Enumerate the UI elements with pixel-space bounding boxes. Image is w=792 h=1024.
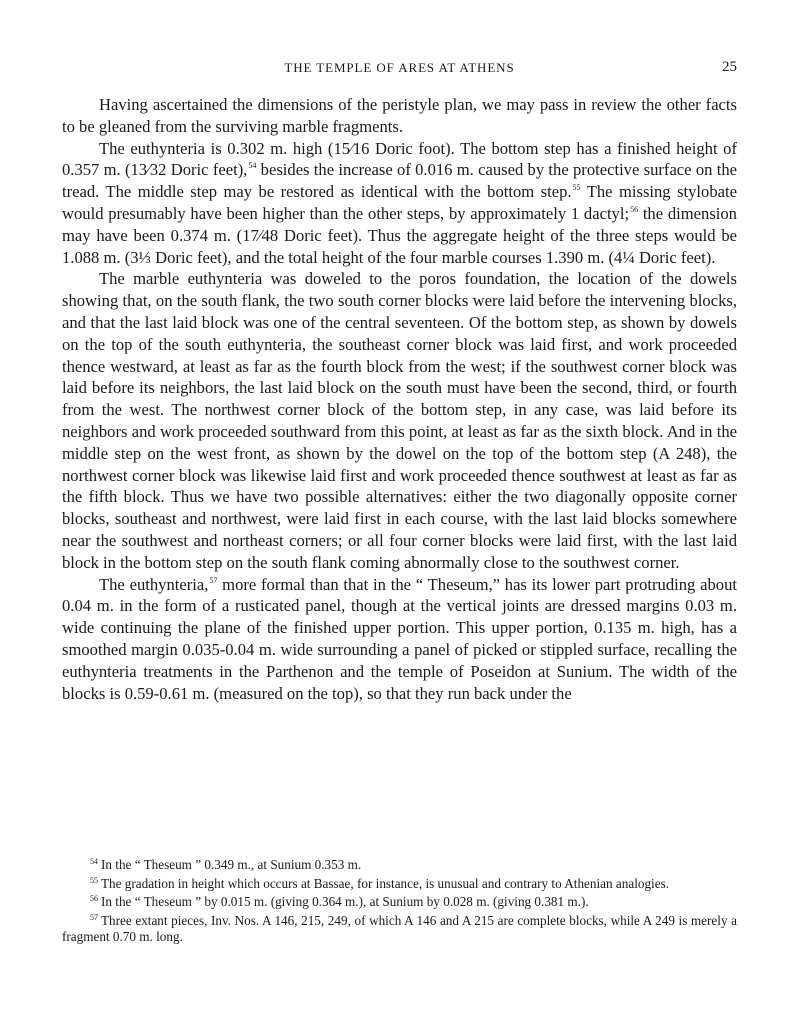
paragraph-3: The marble euthynteria was doweled to the poros foundation, the location of the dowels showing that, on the south flank, the two south corner blocks were laid before the intervening blocks, and that the last laid block was one of the central seventeen. Of the bottom step, as shown by dowels on the top of the south euthynteria, the southeast corner block was laid first, and work proceeded thence westward, at least as far as the fourth block from the west; if the southwest corner block was laid before its neighbors, the last laid block on the south must have been the second, third, or fourth from the west. The northwest corner block of the bottom step, in any case, was laid before its neighbors and work proceeded southward from this point, at least as far as the sixth block. And in the middle step on the west front, as shown by the dowel on the top of the bottom step (A 248), the northwest corner block was likewise laid first and work proceeded thence southwest at least as far as the fifth block. Thus we have two possible alternatives: either the two diagonally opposite corner blocks, southeast and northwest, were laid first in each course, with the last laid blocks somewhere near the southwest and northeast corners; or all four corner blocks were laid first, with the last laid block in the bottom step on the south flank coming abnormally close to the southwest corner.	[62, 269, 737, 572]
footnote-56	[62, 894, 737, 911]
running-title: THE TEMPLE OF ARES AT ATHENS	[284, 60, 515, 75]
footnote-ref-56[interactable]: 56	[630, 204, 639, 214]
paragraph-2	[62, 138, 737, 269]
footnote-57	[62, 913, 737, 946]
footnote-ref-57[interactable]: 57	[209, 575, 218, 585]
footnotes	[62, 857, 737, 948]
running-head	[62, 60, 737, 80]
paragraph-2-text: the dimension may have been 0.374 m. (17⁄48 Doric feet). Thus the aggregate height of the three steps would be 1.088 m. (3⅓ Doric feet), and the total height of the four marble courses 1.390 m. (4¼ Doric feet).	[62, 203, 737, 267]
footnote-text: In the “ Theseum ” by 0.015 m. (giving 0.364 m.), at Sunium by 0.028 m. (giving 0.381 m.).	[101, 894, 589, 909]
footnote-ref-55[interactable]: 55	[572, 183, 581, 193]
body-text	[62, 94, 737, 704]
footnote-text: The gradation in height which occurs at Bassae, for instance, is unusual and contrary to Athenian analogies.	[101, 875, 669, 891]
footnote-text: Three extant pieces, Inv. Nos. A 146, 215, 249, of which A 146 and A 215 are complete blocks, while A 249 is merely a fragment 0.70 m. long.	[62, 912, 737, 944]
page-number: 25	[722, 59, 737, 75]
footnote-number: 57	[90, 912, 98, 922]
footnote-number: 54	[90, 857, 98, 866]
footnote-ref-54[interactable]: 54	[248, 161, 257, 171]
paragraph-2-text: The euthynteria is 0.302 m. high (15⁄16 Doric foot). The bottom step has a finished height of 0.357 m. (13⁄32 Doric feet),	[62, 138, 737, 180]
paragraph-4	[62, 574, 737, 705]
footnote-number: 56	[90, 894, 98, 903]
paragraph-4-text: more formal than that in the “ Theseum,” has its lower part protruding about 0.04 m. in the form of a rusticated panel, though at the vertical joints are dressed margins 0.03 m. wide continuing the plane of the finished upper portion. This upper portion, 0.135 m. high, has a smoothed margin 0.035-0.04 m. wide surrounding a panel of picked or stippled surface, recalling the euthynteria treatments in the Parthenon and the temple of Poseidon at Sunium. The width of the blocks is 0.59-0.61 m. (measured on the top), so that they run back under the	[62, 574, 737, 703]
footnote-number: 55	[90, 875, 98, 885]
footnote-54	[62, 857, 737, 874]
paragraph-2-text: besides the increase of 0.016 m. caused by the protective surface on the tread. The middle step may be restored as identical with the bottom step.	[62, 160, 737, 202]
paragraph-4-text: The euthynteria,	[99, 574, 209, 594]
footnote-55	[62, 876, 737, 893]
book-page	[62, 0, 737, 1024]
paragraph-1: Having ascertained the dimensions of the peristyle plan, we may pass in review the other facts to be gleaned from the surviving marble fragments.	[62, 95, 737, 136]
paragraph-2-text: The missing stylobate would presumably have been higher than the other steps, by approximately 1 dactyl;	[62, 182, 737, 223]
footnote-text: In the “ Theseum ” 0.349 m., at Sunium 0.353 m.	[101, 857, 362, 872]
